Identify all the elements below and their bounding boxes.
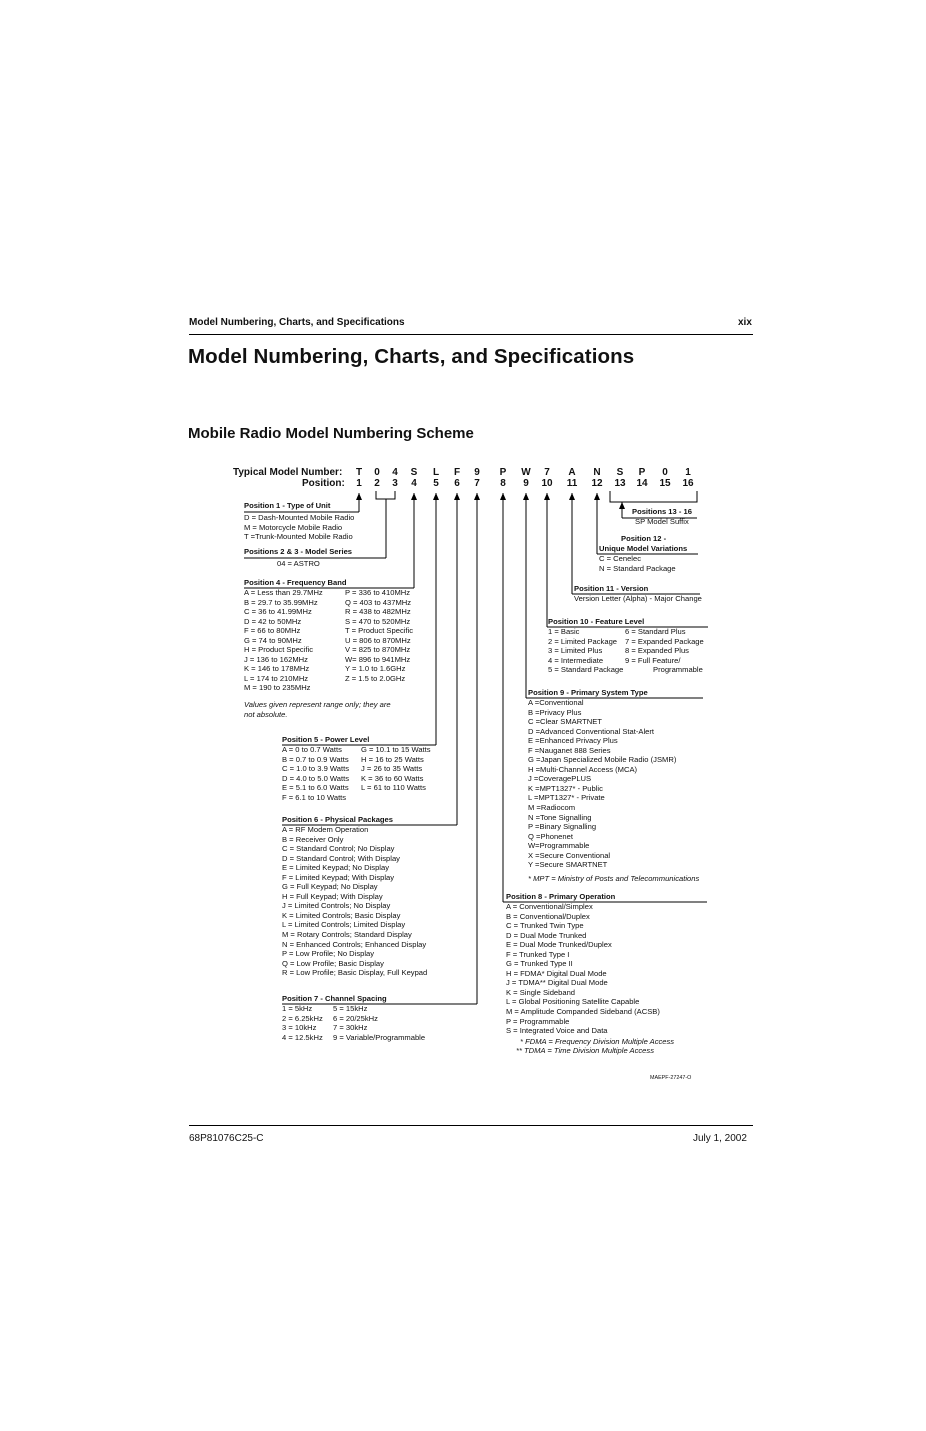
model-position-7: 7	[474, 478, 480, 489]
pos4-item: T = Product Specific	[345, 626, 414, 636]
model-position-9: 9	[523, 478, 529, 489]
model-position-14: 14	[636, 478, 648, 489]
pos9-item: H =Multi-Channel Access (MCA)	[528, 764, 638, 774]
figure-id: MAEPF-27247-O	[650, 1075, 692, 1081]
pos9-item: C =Clear SMARTNET	[528, 717, 602, 727]
running-header-title: Model Numbering, Charts, and Specifications	[189, 317, 405, 328]
pos23-item: 04 = ASTRO	[277, 559, 320, 568]
pos9-item: P =Binary Signalling	[528, 822, 597, 832]
pos8-item: P = Programmable	[506, 1016, 570, 1026]
pos9-item: Q =Phonenet	[528, 831, 573, 841]
pos6-item: B = Receiver Only	[282, 834, 344, 844]
pos4-item: W= 896 to 941MHz	[345, 654, 411, 664]
model-char-16: 1	[685, 467, 691, 478]
pos4-item: P = 336 to 410MHz	[345, 588, 411, 597]
pos8-item: C = Trunked Twin Type	[506, 921, 584, 931]
pos7-item: 1 = 5kHz	[282, 1004, 313, 1013]
pos4-item: J = 136 to 162MHz	[244, 654, 308, 664]
pos4-item: B = 29.7 to 35.99MHz	[244, 597, 318, 607]
model-char-1: T	[355, 467, 363, 478]
pos5-block	[282, 735, 431, 805]
pos7-item: 7 = 30kHz	[333, 1023, 368, 1033]
model-char-15: 0	[662, 467, 668, 478]
pos7-block	[282, 994, 426, 1044]
pos5-item: A = 0 to 0.7 Watts	[282, 745, 342, 754]
pos6-item: D = Standard Control; With Display	[282, 853, 400, 863]
pos8-block	[506, 892, 674, 1056]
model-position-12: 12	[591, 478, 603, 489]
pos8-item: L = Global Positioning Satellite Capable	[506, 997, 640, 1007]
pos11-title: Position 11 - Version	[574, 584, 649, 593]
pos9-item: N =Tone Signalling	[528, 812, 592, 822]
doc-number: 68P81076C25-C	[189, 1133, 264, 1144]
page-number: xix	[738, 317, 752, 328]
section-title: Mobile Radio Model Numbering Scheme	[188, 425, 474, 442]
pos1-item: M = Motorcycle Mobile Radio	[244, 522, 343, 532]
pos1-item: D = Dash-Mounted Mobile Radio	[244, 513, 355, 522]
pos8-title: Position 8 - Primary Operation	[506, 892, 616, 901]
pos10-item: 3 = Limited Plus	[548, 646, 603, 656]
model-char-3: 4	[392, 467, 398, 478]
model-position-16: 16	[682, 478, 694, 489]
model-position-13: 13	[614, 478, 626, 489]
pos11-block	[574, 584, 702, 604]
pos12-subtitle: Unique Model Variations	[599, 544, 688, 553]
model-position-15: 15	[659, 478, 671, 489]
pos8-item: G = Trunked Type II	[506, 959, 573, 969]
pos1-block	[244, 501, 354, 542]
pos4-item: V = 825 to 870MHz	[345, 645, 411, 655]
pos1316-block	[632, 507, 692, 527]
model-char-6: F	[453, 467, 461, 478]
pos6-item: G = Full Keypad; No Display	[282, 882, 378, 892]
pos9-item: X =Secure Conventional	[528, 850, 611, 860]
model-position-10: 10	[541, 478, 553, 489]
pos4-item: M = 190 to 235MHz	[244, 683, 311, 693]
pos6-item: F = Limited Keypad; With Display	[282, 872, 395, 882]
pos12-block	[599, 534, 687, 573]
pos6-item: K = Limited Controls; Basic Display	[282, 910, 401, 920]
pos8-note: * FDMA = Frequency Division Multiple Access	[520, 1036, 675, 1046]
pos6-item: M = Rotary Controls; Standard Display	[282, 930, 412, 940]
pos8-item: J = TDMA** Digital Dual Mode	[506, 978, 608, 988]
pos6-item: P = Low Profile; No Display	[282, 949, 375, 959]
pos6-block	[282, 815, 427, 978]
model-char-2: 0	[374, 467, 380, 478]
position-label: Position:	[302, 478, 345, 489]
pos9-item: Y =Secure SMARTNET	[528, 860, 608, 870]
pos11-item: Version Letter (Alpha) - Major Change	[574, 594, 702, 603]
pos5-item: E = 5.1 to 6.0 Watts	[282, 783, 349, 793]
pos4-title: Position 4 - Frequency Band	[244, 578, 347, 587]
model-char-14: P	[638, 467, 646, 478]
pos10-item: 6 = Standard Plus	[625, 627, 686, 636]
pos4-item: Y = 1.0 to 1.6GHz	[345, 664, 406, 674]
pos9-item: G =Japan Specialized Mobile Radio (JSMR)	[528, 755, 677, 765]
pos8-item: B = Conventional/Duplex	[506, 911, 590, 921]
pos1316-title: Positions 13 - 16	[632, 507, 692, 516]
pos5-item: C = 1.0 to 3.9 Watts	[282, 764, 350, 774]
pos4-item: U = 806 to 870MHz	[345, 635, 411, 645]
model-position-5: 5	[433, 478, 439, 489]
model-char-5: L	[432, 467, 440, 478]
pos5-item: K = 36 to 60 Watts	[361, 773, 424, 783]
pos4-item: D = 42 to 50MHz	[244, 616, 302, 626]
pos12-item: C = Cenelec	[599, 554, 641, 563]
pos4-item: K = 146 to 178MHz	[244, 664, 310, 674]
pos5-item: H = 16 to 25 Watts	[361, 754, 424, 764]
pos4-item: Q = 403 to 437MHz	[345, 597, 412, 607]
pos23-title: Positions 2 & 3 - Model Series	[244, 547, 353, 556]
model-char-7: 9	[474, 467, 480, 478]
model-position-8: 8	[500, 478, 506, 489]
model-char-8: P	[499, 467, 507, 478]
pos6-item: R = Low Profile; Basic Display, Full Keypad	[282, 968, 428, 978]
pos10-block	[548, 617, 704, 677]
pos9-item: J =CoveragePLUS	[528, 774, 592, 784]
model-char-4: S	[410, 467, 418, 478]
pos6-title: Position 6 - Physical Packages	[282, 815, 394, 824]
pos12-title: Position 12 -	[621, 534, 667, 543]
pos8-item: A = Conventional/Simplex	[506, 902, 593, 911]
pos1-title: Position 1 - Type of Unit	[244, 501, 331, 510]
model-char-9: W	[521, 467, 531, 478]
pos5-item: D = 4.0 to 5.0 Watts	[282, 773, 350, 783]
pos4-item: H = Product Specific	[244, 645, 314, 655]
pos4-note: not absolute.	[244, 709, 288, 719]
pos9-title: Position 9 - Primary System Type	[528, 688, 648, 697]
pos9-item: D =Advanced Conventional Stat-Alert	[528, 726, 655, 736]
pos8-item: D = Dual Mode Trunked	[506, 930, 587, 940]
pos9-item: L =MPT1327* - Private	[528, 793, 605, 803]
pos9-item: E =Enhanced Privacy Plus	[528, 736, 618, 746]
pos7-item: 5 = 15kHz	[333, 1004, 368, 1013]
model-position-11: 11	[566, 478, 578, 489]
pos10-item: 2 = Limited Package	[548, 636, 618, 646]
model-position-2: 2	[374, 478, 380, 489]
pos7-item: 3 = 10kHz	[282, 1023, 317, 1033]
pos8-item: S = Integrated Voice and Data	[506, 1026, 608, 1036]
pos6-item: Q = Low Profile; Basic Display	[282, 958, 384, 968]
pos8-item: M = Amplitude Companded Sideband (ACSB)	[506, 1007, 660, 1017]
pos5-item: G = 10.1 to 15 Watts	[361, 745, 431, 754]
pos4-item: C = 36 to 41.99MHz	[244, 607, 312, 617]
pos12-item: N = Standard Package	[599, 563, 676, 573]
pos9-note: * MPT = Ministry of Posts and Telecommunications	[528, 873, 700, 883]
pos8-item: K = Single Sideband	[506, 987, 576, 997]
pos8-item: F = Trunked Type I	[506, 949, 570, 959]
pos8-item: H = FDMA* Digital Dual Mode	[506, 968, 607, 978]
pos4-item: Z = 1.5 to 2.0GHz	[345, 673, 406, 683]
pos5-title: Position 5 - Power Level	[282, 735, 370, 744]
model-char-13: S	[616, 467, 624, 478]
typical-model-label: Typical Model Number:	[233, 467, 343, 478]
pos6-item: A = RF Modem Operation	[282, 825, 369, 834]
footer-rule	[189, 1125, 753, 1126]
pos7-title: Position 7 - Channel Spacing	[282, 994, 387, 1003]
pos10-item: 9 = Full Feature/	[625, 655, 681, 665]
pos1316-item: SP Model Suffix	[635, 517, 689, 526]
pos7-item: 2 = 6.25kHz	[282, 1013, 323, 1023]
pos4-item: S = 470 to 520MHz	[345, 616, 411, 626]
model-char-11: A	[568, 467, 576, 478]
model-position-6: 6	[454, 478, 460, 489]
pos5-item: J = 26 to 35 Watts	[361, 764, 423, 774]
pos9-item: W=Programmable	[528, 841, 590, 851]
pos9-item: B =Privacy Plus	[528, 707, 582, 717]
pos5-item: L = 61 to 110 Watts	[361, 783, 426, 793]
pos6-item: H = Full Keypad; With Display	[282, 891, 383, 901]
pos6-item: J = Limited Controls; No Display	[282, 901, 391, 911]
pos9-item: K =MPT1327* - Public	[528, 783, 603, 793]
pos9-block	[528, 688, 699, 883]
pos5-item: F = 6.1 to 10 Watts	[282, 792, 347, 802]
pos7-item: 6 = 20/25kHz	[333, 1013, 378, 1023]
pos7-item: 9 = Variable/Programmable	[333, 1032, 426, 1042]
pos6-item: C = Standard Control; No Display	[282, 844, 395, 854]
pos5-item: B = 0.7 to 0.9 Watts	[282, 754, 349, 764]
model-char-10: 7	[544, 467, 550, 478]
pos23-block	[244, 547, 352, 569]
pos6-item: N = Enhanced Controls; Enhanced Display	[282, 939, 427, 949]
pos4-item: R = 438 to 482MHz	[345, 607, 411, 617]
pos9-item: F =Nauganet 888 Series	[528, 745, 611, 755]
pos10-item: 1 = Basic	[548, 627, 580, 636]
model-char-12: N	[593, 467, 601, 478]
pos6-item: E = Limited Keypad; No Display	[282, 863, 389, 873]
pos1-item: T =Trunk-Mounted Mobile Radio	[244, 532, 353, 542]
pos10-item: 5 = Standard Package	[548, 665, 624, 675]
pos9-item: M =Radiocom	[528, 803, 576, 813]
pos4-item: A = Less than 29.7MHz	[244, 588, 323, 597]
pos4-item: L = 174 to 210MHz	[244, 673, 309, 683]
pos9-item: A =Conventional	[528, 698, 584, 707]
model-position-3: 3	[392, 478, 398, 489]
model-position-4: 4	[411, 478, 417, 489]
pos6-item: L = Limited Controls; Limited Display	[282, 920, 406, 930]
pos7-item: 4 = 12.5kHz	[282, 1032, 323, 1042]
pos8-item: E = Dual Mode Trunked/Duplex	[506, 940, 612, 950]
pos4-item: F = 66 to 80MHz	[244, 626, 301, 636]
pos8-note: ** TDMA = Time Division Multiple Access	[516, 1046, 654, 1056]
model-position-1: 1	[356, 478, 362, 489]
pos10-item: 4 = Intermediate	[548, 655, 604, 665]
pos4-note: Values given represent range only; they are	[244, 700, 391, 709]
pos10-item: Programmable	[653, 665, 703, 675]
pos10-item: 7 = Expanded Package	[625, 636, 704, 646]
pos4-item: G = 74 to 90MHz	[244, 635, 302, 645]
pos4-block	[244, 578, 414, 719]
doc-date: July 1, 2002	[693, 1133, 747, 1144]
page-title: Model Numbering, Charts, and Specifications	[188, 345, 635, 368]
pos10-title: Position 10 - Feature Level	[548, 617, 645, 626]
pos10-item: 8 = Expanded Plus	[625, 646, 689, 656]
